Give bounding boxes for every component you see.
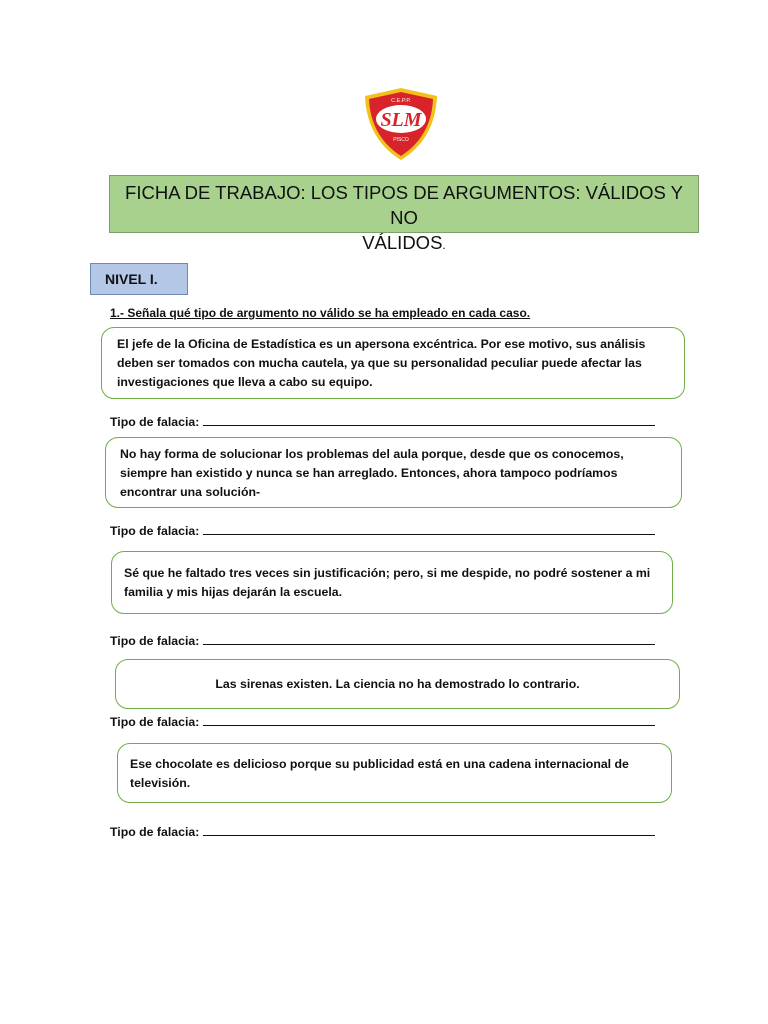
case-2-line-2: siempre han existido y nunca se han arreglado. Entonces, ahora tampoco podríamos bbox=[120, 466, 618, 480]
case-4-line-1: Las sirenas existen. La ciencia no ha demostrado lo contrario. bbox=[215, 677, 580, 691]
case-3-line-2: familia y mis hijas dejarán la escuela. bbox=[124, 585, 343, 599]
title-line-1: FICHA DE TRABAJO: LOS TIPOS DE ARGUMENTOS: VÁLIDOS Y NO bbox=[125, 182, 683, 228]
case-box-3 bbox=[111, 551, 673, 614]
answer-line-3[interactable] bbox=[110, 633, 655, 648]
answer-blank-4[interactable] bbox=[203, 714, 655, 726]
answer-line-4[interactable] bbox=[110, 714, 655, 729]
answer-blank-2[interactable] bbox=[203, 523, 655, 535]
case-3-line-1: Sé que he faltado tres veces sin justificación; pero, si me despide, no podré sostener a mi bbox=[124, 566, 651, 580]
answer-label-2: Tipo de falacia: bbox=[110, 524, 200, 538]
school-logo-shield bbox=[362, 86, 440, 162]
answer-blank-5[interactable] bbox=[203, 824, 655, 836]
case-box-1 bbox=[101, 327, 685, 399]
logo-bottom-text: PISCO bbox=[393, 137, 409, 143]
logo-monogram: SLM bbox=[380, 109, 422, 131]
case-5-line-2: televisión. bbox=[130, 776, 191, 790]
case-box-5 bbox=[117, 743, 672, 803]
level-badge: NIVEL I. bbox=[90, 263, 188, 295]
case-box-4 bbox=[115, 659, 680, 709]
answer-blank-1[interactable] bbox=[203, 414, 655, 426]
answer-label-4: Tipo de falacia: bbox=[110, 715, 200, 729]
case-2-line-3: encontrar una solución- bbox=[120, 485, 261, 499]
answer-line-1[interactable] bbox=[110, 414, 655, 429]
answer-line-5[interactable] bbox=[110, 824, 655, 839]
case-5-line-1: Ese chocolate es delicioso porque su publicidad está en una cadena internacional de bbox=[130, 757, 629, 771]
instruction-text: 1.- Señala qué tipo de argumento no válido se ha empleado en cada caso. bbox=[110, 306, 531, 320]
title-line-2-text: VÁLIDOS bbox=[362, 232, 443, 253]
logo-top-text: C.E.P.P. bbox=[391, 98, 411, 104]
answer-label-1: Tipo de falacia: bbox=[110, 415, 200, 429]
answer-line-2[interactable] bbox=[110, 523, 655, 538]
worksheet-title bbox=[109, 175, 699, 253]
title-line-2-suffix: . bbox=[442, 238, 446, 252]
case-1-line-2: deben ser tomados con mucha cautela, ya que su personalidad peculiar puede afectar las bbox=[117, 356, 642, 370]
title-line-2 bbox=[110, 230, 698, 258]
answer-label-3: Tipo de falacia: bbox=[110, 634, 200, 648]
case-1-line-1: El jefe de la Oficina de Estadística es un apersona excéntrica. Por ese motivo, sus análisis bbox=[117, 337, 646, 351]
case-2-line-1: No hay forma de solucionar los problemas del aula porque, desde que os conocemos, bbox=[120, 447, 624, 461]
case-box-2 bbox=[105, 437, 682, 508]
case-1-line-3: investigaciones que lleva a cabo su equipo. bbox=[117, 375, 373, 389]
answer-blank-3[interactable] bbox=[203, 633, 655, 645]
answer-label-5: Tipo de falacia: bbox=[110, 825, 200, 839]
